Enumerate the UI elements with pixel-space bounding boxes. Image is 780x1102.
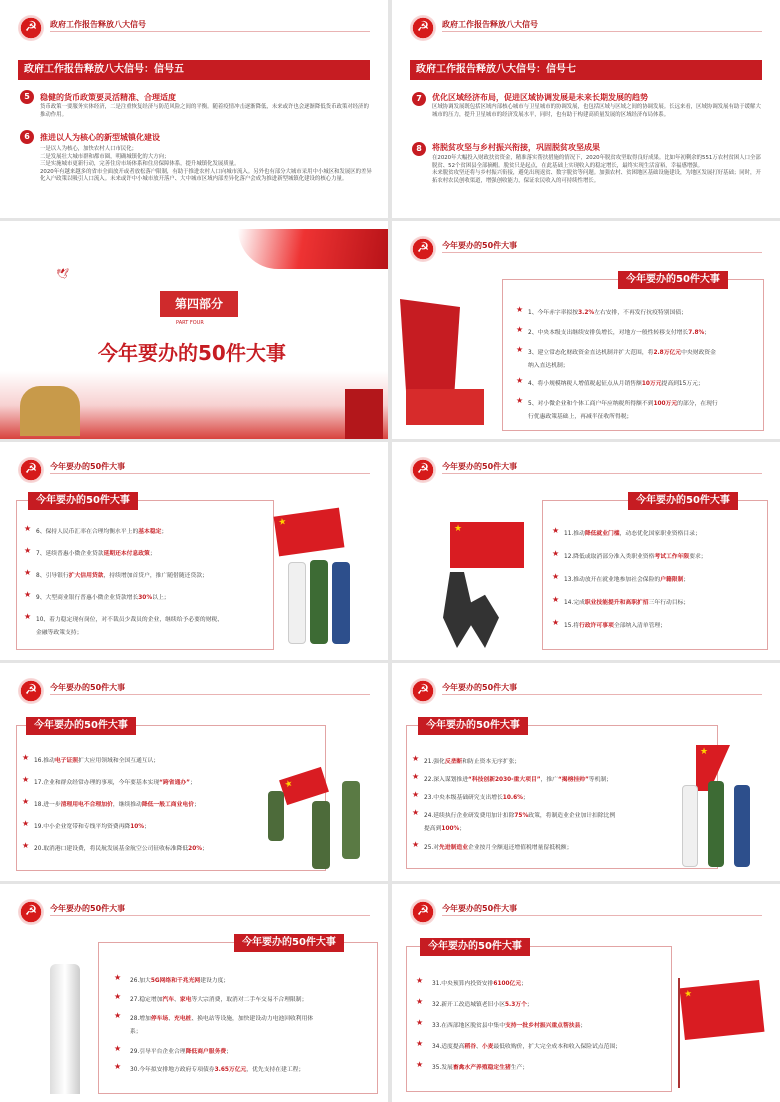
star-bullet-icon: ★ [22,753,30,762]
point-body: 一是以人为核心，加快农村人口市民化； 二是发展壮大城市群和都市圈，明确城镇化的大方向； 三是实施城市更新行动，完善住房市场体系和住房保障体系，提升城镇化发展质量。 2020年有越来越多的省市全面放开或者放松落户限制，有助于推进农村人口向城市流入。另外也有部分大城市采用中小城区和发展区的差异化入户政策以吸引人口流入。未来或许中小城市放开落户、大中城市区域内部差异化落户会成为推进新型城镇化建设的核心力量。 [40,146,372,183]
honor-guard-figure [708,781,724,867]
point-title: 优化区域经济布局，促进区域协调发展是未来长期发展的趋势 [432,93,648,102]
star-bullet-icon: ★ [22,797,30,806]
star-bullet-icon: ★ [552,549,560,558]
star-bullet-icon: ★ [416,997,424,1006]
list-item: 34.适度提高稻谷、小麦最低收购价，扩大完全成本和收入保险试点范围； [432,1044,621,1050]
items-box-title: 今年要办的50件大事 [628,492,738,510]
star-bullet-icon: ★ [24,568,32,577]
star-bullet-icon: ★ [22,819,30,828]
slide-thumbnail-7[interactable] [0,663,388,881]
national-flag-icon [274,508,345,557]
party-emblem-icon [18,457,44,483]
list-item: 行优惠政策基础上，再减半征收所得税； [528,414,633,420]
slide-thumbnail-1[interactable] [0,0,388,218]
slide-header [392,884,780,932]
header-divider [442,252,762,253]
star-bullet-icon: ★ [516,345,524,354]
star-bullet-icon: ★ [22,775,30,784]
list-item: 系； [130,1029,142,1035]
list-item: 16.推动电子证照扩大应用领域和全国互通互认； [34,758,160,764]
gate-decoration [345,389,383,439]
slide-header-title: 政府工作报告释放八大信号 [442,20,538,29]
signal-title-bar: 政府工作报告释放八大信号：信号五 [18,60,370,80]
header-divider [50,473,370,474]
soldier-figure [312,801,330,869]
slide-thumbnail-3[interactable] [0,221,388,439]
honor-guard-figure [310,560,328,644]
list-item: 9、大型商业银行普惠小微企业贷款增长30%以上； [36,595,170,601]
items-box-title: 今年要办的50件大事 [420,938,530,956]
star-bullet-icon: ★ [516,325,524,334]
slide-header [392,221,780,269]
list-item: 15.将行政许可事项全部纳入清单管理； [564,623,667,629]
list-item: 4、将小规模纳税人增值税起征点从月销售额10万元提高到15万元； [528,381,704,387]
slide-thumbnail-5[interactable] [0,442,388,660]
list-item: 30.今年拟安排地方政府专项债券3.65万亿元，优先支持在建工程； [130,1067,305,1073]
list-item: 25.对先进制造业企业按月全额退还增值税增量留抵税额； [424,845,573,851]
list-item: 19.中小企业宽带和专线平均资费再降10%； [34,824,150,830]
point-number-badge: 6 [20,130,34,144]
section-title: 今年要办的50件大事 [98,341,286,365]
list-item: 33.在西部地区脱贫县中集中支持一批乡村振兴重点帮扶县； [432,1023,587,1029]
slide-header [0,663,388,711]
honor-guard-figure [682,785,698,867]
header-divider [442,31,762,32]
party-emblem-icon [18,678,44,704]
point-number-badge: 7 [412,92,426,106]
list-item: 26.加大5G网络和千兆光网建设力度； [130,978,230,984]
soldier-figure [268,791,284,841]
part-label-en: PART FOUR [176,320,204,326]
star-bullet-icon: ★ [416,1039,424,1048]
star-bullet-icon: ★ [24,590,32,599]
party-flag-icon [680,980,765,1040]
soldier-figure [342,781,360,859]
point-title: 推进以人为核心的新型城镇化建设 [40,133,160,142]
party-emblem-icon [410,678,436,704]
list-item: 2、中央本级支出继续安排负增长，对地方一般性转移支付增长7.8%； [528,330,711,336]
header-divider [50,31,370,32]
honor-guard-figure [734,785,750,867]
list-item: 金融等政策支持； [36,630,83,636]
point-body: 在2020年大幅投入财政扶贫资金，精准落实帮扶措施的情况下，2020年脱贫攻坚取得良好成果。比如年初剩余的551万农村贫困人口全部脱贫、52个贫困县全部摘帽。脱贫只是起点，在此基础上实现收入的稳定增长，最终实现生活富裕，幸福感增强。 未来脱贫攻坚还将与乡村振兴衔接，避免出现返贫、数字脱贫等问题。加强农村、贫困地区基础设施建设，为地区发展打好基础；同时，开拓农村农民创收渠道，增强创收能力，保证农民收入的可持续性增长。 [432,155,761,184]
star-bullet-icon: ★ [24,524,32,533]
slide-header-title: 今年要办的50件大事 [442,241,518,250]
slide-header-title: 今年要办的50件大事 [50,462,126,471]
list-item: 20.取消港口建设费，将民航发展基金航空公司征收标准降低20%； [34,846,208,852]
silhouette-figures [436,572,506,648]
list-item: 10、着力稳定现有岗位，对不裁员少裁员的企业，继续给予必要的财税、 [36,617,224,623]
flag-decoration [400,299,460,399]
slide-header [0,0,388,48]
items-box-title: 今年要办的50件大事 [618,271,728,289]
slide-thumbnail-2[interactable] [392,0,780,218]
slide-thumbnail-9[interactable] [0,884,388,1102]
header-divider [442,694,762,695]
list-item: 24.延续执行企业研发费用加计扣除75%政策，将制造业企业加计扣除比例 [424,813,616,819]
list-item: 6、保持人民币汇率在合理均衡水平上的基本稳定； [36,529,168,535]
point-body: 区域协调发展既包括区域内部核心城市与卫星城市的协调发展，也包括区域与区域之间的协调发展。长远来看，区域协调发展有助于缓解大城市的压力，提升卫星城市的经济发展水平，同时，也有助于构建高质量发展的区域经济布局体系。 [432,104,761,118]
star-bullet-icon: ★ [412,754,420,763]
list-item: 1、今年赤字率拟按3.2%左右安排，不再发行抗疫特别国债； [528,310,687,316]
star-bullet-icon: ★ [416,976,424,985]
box-title-icon [620,277,625,282]
slide-header [0,442,388,490]
party-emblem-icon [410,457,436,483]
star-bullet-icon: ★ [552,618,560,627]
party-emblem-icon [410,236,436,262]
part-label: 第四部分 [160,291,238,317]
list-item: 28.增加停车场、充电桩、换电站等设施，加快建设动力电池回收利用体 [130,1016,314,1022]
ornamental-column-decoration [50,964,80,1094]
list-item: 提高到100%； [424,826,466,832]
star-bullet-icon: ★ [412,790,420,799]
star-bullet-icon: ★ [416,1018,424,1027]
star-bullet-icon: ★ [24,546,32,555]
star-bullet-icon: ★ [24,612,32,621]
list-item: 18.进一步清理用电不合理加价，继续推动降低一般工商业电价； [34,802,200,808]
list-item: 17.企业和群众经常办理的事项，今年要基本实现“跨省通办”； [34,780,196,786]
slide-header [392,0,780,48]
star-bullet-icon: ★ [516,376,524,385]
point-number-badge: 5 [20,90,34,104]
header-divider [50,915,370,916]
party-emblem-icon [18,899,44,925]
items-box-title: 今年要办的50件大事 [234,934,344,952]
list-item: 3、建立常态化财政资金直达机制并扩大范围，将2.8万亿元中央财政资金 [528,350,716,356]
slide-thumbnail-4[interactable] [392,221,780,439]
list-item: 11.推动降低就业门槛，动态优化国家职业资格目录； [564,531,701,537]
slide-header-title: 今年要办的50件大事 [442,904,518,913]
party-emblem-icon [410,899,436,925]
dove-icon: 🕊 [56,269,69,280]
star-bullet-icon: ★ [516,305,524,314]
party-emblem-icon [410,15,436,41]
slide-header-title: 今年要办的50件大事 [442,462,518,471]
list-item: 29.引导平台企业合理降低商户服务费； [130,1049,233,1055]
star-bullet-icon: ★ [416,1060,424,1069]
national-flag-icon [450,522,524,568]
star-bullet-icon: ★ [114,1011,122,1020]
star-bullet-icon: ★ [114,973,122,982]
list-item: 21.强化反垄断和防止资本无序扩张； [424,759,521,765]
list-item: 5、对小微企业和个体工商户年应纳税所得额不到100万元的部分，在现行 [528,401,718,407]
items-box-title: 今年要办的50件大事 [418,717,528,735]
header-divider [442,473,762,474]
star-bullet-icon: ★ [114,992,122,1001]
items-box-title: 今年要办的50件大事 [26,717,136,735]
star-bullet-icon: ★ [114,1062,122,1071]
red-flag-banner [238,229,388,269]
header-divider [442,915,762,916]
list-item: 22.深入谋划推进“科技创新2030-重大项目”，推广“揭榜挂帅”等机制； [424,777,612,783]
star-bullet-icon: ★ [412,772,420,781]
point-number-badge: 8 [412,142,426,156]
point-title: 稳健的货币政策要灵活精准、合理适度 [40,93,176,102]
point-body: 货币政策一要服务实体经济，二是注重恢复经济与防范风险之间的平衡。随着疫情冲击逐渐降低，未来或许也会逐渐降低货币政策对经济的推动作用。 [40,104,369,118]
slide-header [0,884,388,932]
list-item: 14.完成职业技能提升和高职扩招三年行动目标； [564,600,690,606]
items-box-title: 今年要办的50件大事 [28,492,138,510]
honor-guard-figure [332,562,350,644]
gate-decoration [406,389,484,425]
list-item: 8、引导银行扩大信用贷款，持续增加首贷户，推广随借随还贷款； [36,573,208,579]
slide-header [392,442,780,490]
star-bullet-icon: ★ [114,1044,122,1053]
slide-header-title: 今年要办的50件大事 [50,904,126,913]
slide-header-title: 政府工作报告释放八大信号 [50,20,146,29]
signal-title-bar: 政府工作报告释放八大信号：信号七 [410,60,762,80]
list-item: 7、延续普惠小微企业贷款延期还本付息政策； [36,551,156,557]
list-item: 12.降低或取消部分准入类职业资格考试工作年限要求； [564,554,707,560]
slide-thumbnail-6[interactable] [392,442,780,660]
honor-guard-figure [288,562,306,644]
list-item: 31.中央预算内投资安排6100亿元； [432,981,527,987]
sculpture-decoration [20,386,80,436]
point-title: 将脱贫攻坚与乡村振兴衔接，巩固脱贫攻坚成果 [432,143,600,152]
flag-pole [678,978,680,1088]
list-item: 35.发展畜禽水产养殖稳定生猪生产； [432,1065,529,1071]
list-item: 32.新开工改造城镇老旧小区5.3万个； [432,1002,533,1008]
list-item: 23.中央本级基础研究支出增长10.6%； [424,795,529,801]
star-bullet-icon: ★ [516,396,524,405]
slide-thumbnail-10[interactable] [392,884,780,1102]
slide-header-title: 今年要办的50件大事 [50,683,126,692]
star-bullet-icon: ★ [552,572,560,581]
list-item: 13.推动放开在就业地参加社会保险的户籍限制； [564,577,690,583]
star-bullet-icon: ★ [412,808,420,817]
list-item: 纳入直达机制； [528,363,569,369]
star-bullet-icon: ★ [22,841,30,850]
list-item: 27.稳定增加汽车、家电等大宗消费，取消对二手车交易不合理限制； [130,997,308,1003]
star-bullet-icon: ★ [412,840,420,849]
star-bullet-icon: ★ [552,526,560,535]
star-bullet-icon: ★ [552,595,560,604]
slide-header [392,663,780,711]
slide-header-title: 今年要办的50件大事 [442,683,518,692]
header-divider [50,694,370,695]
slide-thumbnail-8[interactable] [392,663,780,881]
party-emblem-icon [18,15,44,41]
